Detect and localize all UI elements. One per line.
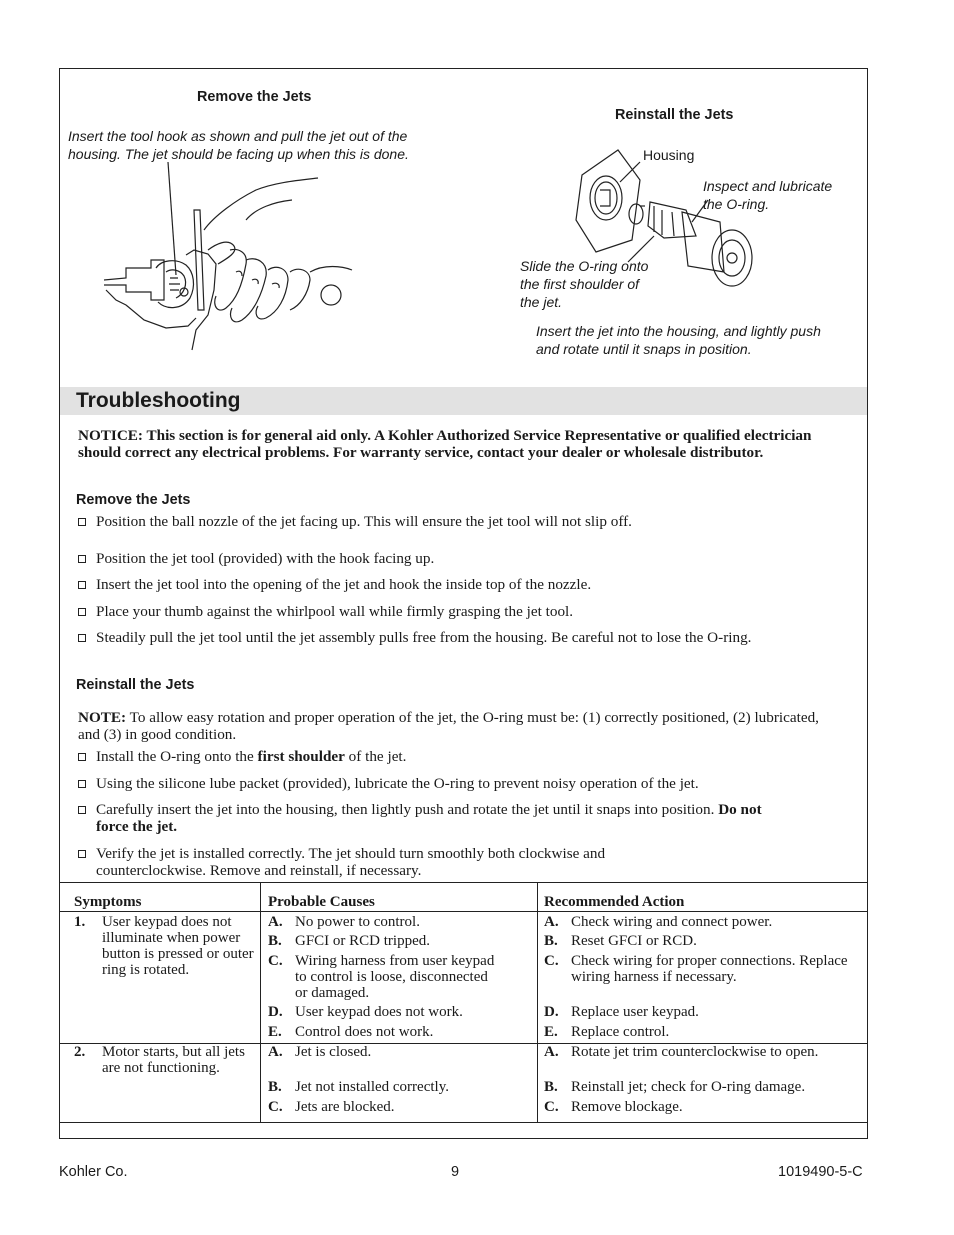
reinstall-jets-illustration [570,140,760,300]
section-title: Troubleshooting [76,389,241,412]
action-text: Reinstall jet; check for O-ring damage. [571,1079,806,1095]
cause-text: Jet is closed. [295,1044,372,1060]
cause-text: Jet not installed correctly. [295,1079,449,1095]
cause-letter: A. [268,914,283,930]
notice-label: NOTICE: [78,427,143,444]
action-letter: A. [544,1044,559,1060]
housing-label: Housing [643,147,695,163]
action-letter: A. [544,914,559,930]
remove-step-5: Steadily pull the jet tool until the jet assembly pulls free from the housing. Be careful not to lose the O-ring. [78,629,813,646]
row-1-number: 1. [74,914,86,930]
action-text: Check wiring and connect power. [571,914,773,930]
page-number: 9 [451,1164,460,1180]
action-text: Check wiring for proper connections. Replace wiring harness if necessary. [571,953,848,985]
remove-step-3: Insert the jet tool into the opening of the jet and hook the inside top of the nozzle. [78,576,838,593]
cause-letter: E. [268,1024,282,1040]
action-text: Replace user keypad. [571,1004,699,1020]
bullet-box [78,518,86,526]
slide-oring-label: Slide the O-ring onto the first shoulder of the jet. [520,258,649,310]
remove-jets-illustration [96,160,358,360]
cause-letter: B. [268,1079,282,1095]
remove-step-2: Position the jet tool (provided) with the hook facing up. [78,550,838,567]
cause-letter: C. [268,953,283,969]
table-col-rule [260,882,261,1122]
table-bottom-rule [60,1122,868,1123]
cause-letter: C. [268,1099,283,1115]
document-number: 1019490-5-C [778,1164,863,1180]
footer-company: Kohler Co. [59,1164,128,1180]
notice-paragraph [78,427,848,461]
figure-remove-title: Remove the Jets [197,89,312,105]
action-text: Replace control. [571,1024,670,1040]
bullet-box [78,634,86,642]
cause-letter: A. [268,1044,283,1060]
bullet-box [78,850,86,858]
action-text: Reset GFCI or RCD. [571,933,697,949]
action-letter: B. [544,933,558,949]
action-letter: E. [544,1024,558,1040]
troubleshooting-band [60,387,867,415]
oring-label: Inspect and lubricate the O-ring. [703,178,833,212]
header-probable-causes: Probable Causes [268,894,375,910]
reinstall-step-2: Using the silicone lube packet (provided), lubricate the O-ring to prevent noisy operation of the jet. [78,775,838,792]
insert-jet-caption: Insert the jet into the housing, and lightly push and rotate until it snaps in position. [536,323,821,357]
header-symptoms: Symptoms [74,894,142,910]
cause-text: No power to control. [295,914,420,930]
reinstall-jets-heading: Reinstall the Jets [76,677,195,693]
cause-text: GFCI or RCD tripped. [295,933,430,949]
row-2-number: 2. [74,1044,86,1060]
remove-step-1: Position the ball nozzle of the jet facing up. This will ensure the jet tool will not slip off. [78,513,838,530]
bullet-box [78,608,86,616]
header-recommended-action: Recommended Action [544,894,685,910]
row-1-symptom: User keypad does not illuminate when power button is pressed or outer ring is rotated. [102,914,254,978]
note-text: To allow easy rotation and proper operation of the jet, the O-ring must be: (1) correctly positioned, (2) lubricated, and (3) in good condition. [78,709,819,743]
remove-step-4: Place your thumb against the whirlpool wall while firmly grasping the jet tool. [78,603,838,620]
cause-text: User keypad does not work. [295,1004,463,1020]
bullet-box [78,581,86,589]
row-2-symptom: Motor starts, but all jets are not functioning. [102,1044,245,1076]
action-letter: C. [544,953,559,969]
action-text: Rotate jet trim counterclockwise to open. [571,1044,819,1060]
reinstall-step-3: Carefully insert the jet into the housing, then lightly push and rotate the jet until it snaps into position. Do not force the jet. [78,801,778,835]
cause-letter: B. [268,933,282,949]
bullet-box [78,555,86,563]
table-top-rule [60,882,868,883]
bullet-box [78,753,86,761]
note-paragraph [78,709,843,743]
figure-remove-caption: Insert the tool hook as shown and pull the jet out of the housing. The jet should be facing up when this is done. [68,128,409,162]
table-col-rule [537,882,538,1122]
bullet-box [78,780,86,788]
note-label: NOTE: [78,709,127,726]
action-letter: D. [544,1004,559,1020]
remove-jets-heading: Remove the Jets [76,492,191,508]
notice-text: This section is for general aid only. A Kohler Authorized Service Representative or qualified electrician should correct any electrical problems. For warranty service, contact your dealer or wholesale distributor. [78,427,812,461]
table-header-rule [60,911,868,912]
action-letter: C. [544,1099,559,1115]
reinstall-step-1: Install the O-ring onto the first shoulder of the jet. [78,748,838,765]
action-text: Remove blockage. [571,1099,683,1115]
bullet-box [78,806,86,814]
action-letter: B. [544,1079,558,1095]
figure-reinstall-title: Reinstall the Jets [615,107,734,123]
cause-text: Wiring harness from user keypad to control is loose, disconnected or damaged. [295,953,495,1001]
cause-text: Jets are blocked. [295,1099,395,1115]
cause-text: Control does not work. [295,1024,434,1040]
reinstall-step-4: Verify the jet is installed correctly. The jet should turn smoothly both clockwise and counterclockwise. Remove and reinstall, if necessary. [78,845,718,879]
cause-letter: D. [268,1004,283,1020]
